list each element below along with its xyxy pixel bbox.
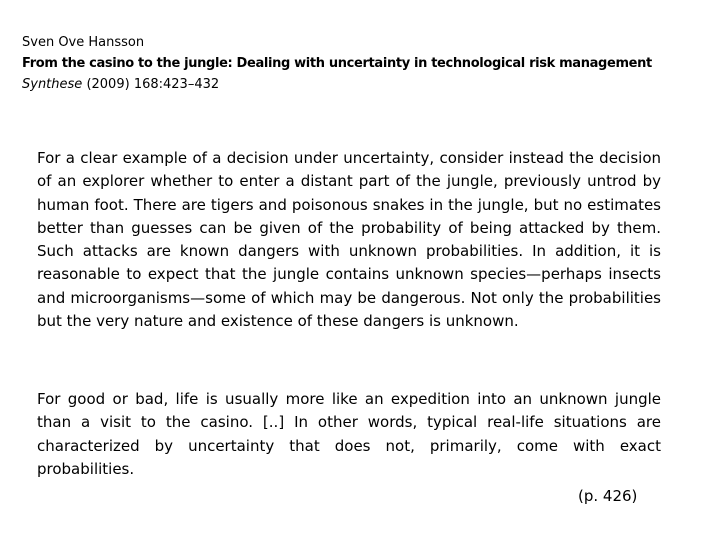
author-name: Sven Ove Hansson bbox=[22, 35, 145, 50]
volume-pages: 168:423–432 bbox=[133, 77, 220, 92]
page-reference: (p. 426) bbox=[578, 487, 638, 505]
citation-header bbox=[22, 32, 712, 95]
journal-name: Synthese bbox=[22, 77, 83, 92]
article-title: From the casino to the jungle: Dealing with uncertainty in technological risk management bbox=[22, 56, 652, 71]
quote-paragraph-1: For a clear example of a decision under uncertainty, consider instead the decision of an explorer whether to enter a distant part of the jungle, previously untrod by human foot. There are tigers and poisonous snakes in the jungle, but no estimates better than guesses can be given of the probability of being attacked by them. Such attacks are known dangers with unknown probabilities. In addition, it is reasonable to expect that the jungle contains unknown species—perhaps insects and microorganisms—some of which may be dangerous. Not only the probabilities but the very nature and existence of these dangers is unknown. bbox=[37, 149, 661, 331]
citation-line bbox=[22, 74, 712, 95]
quote-paragraph-2: For good or bad, life is usually more like an expedition into an unknown jungle than a visit to the casino. [..] In other words, typical real-life situations are characterized by uncertainty that does not, primarily, come with exact probabilities. bbox=[37, 390, 661, 478]
publication-year: (2009) bbox=[86, 77, 130, 92]
